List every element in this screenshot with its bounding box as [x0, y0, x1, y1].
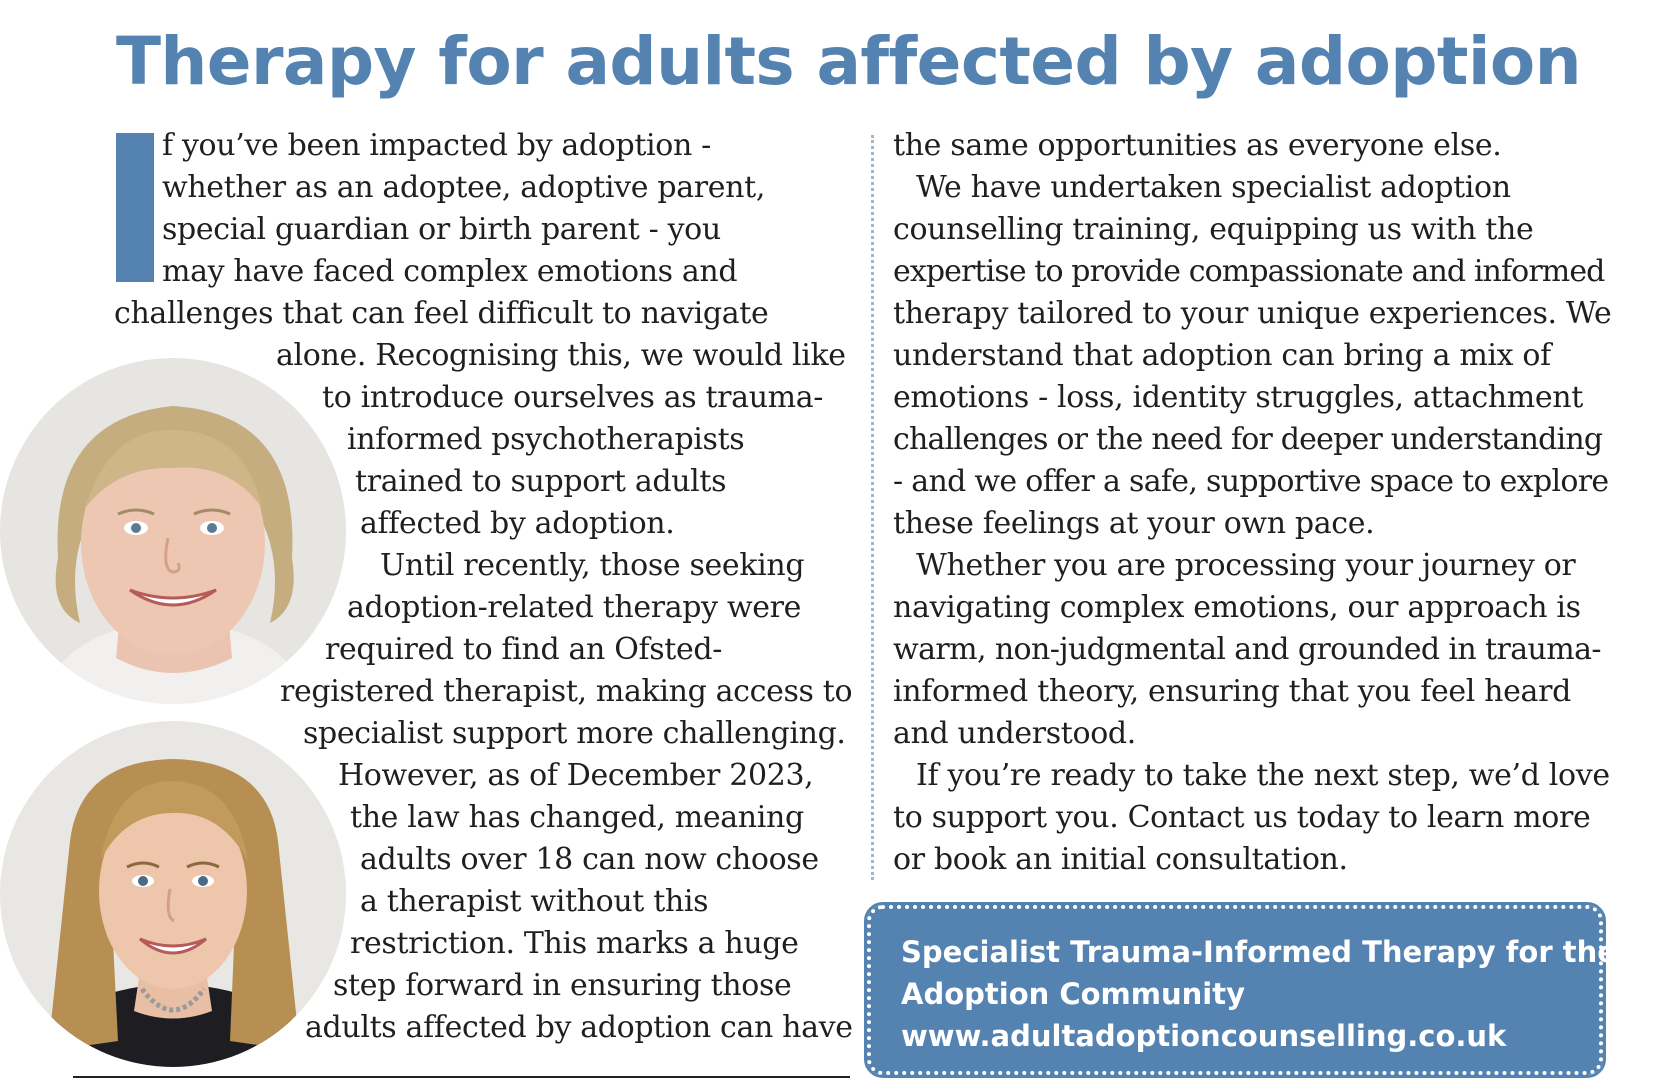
- body-text-line: trained to support adults: [355, 464, 727, 499]
- body-text-line: adults over 18 can now choose: [360, 842, 819, 877]
- callout-tagline-line-1: Specialist Trauma-Informed Therapy for the: [901, 935, 1617, 969]
- body-text-line: warm, non-judgmental and grounded in trauma-: [893, 632, 1601, 667]
- body-text-line: f you’ve been impacted by adoption -: [162, 128, 711, 163]
- body-text-line: required to find an Ofsted-: [325, 632, 723, 667]
- body-text-line: whether as an adoptee, adoptive parent,: [162, 170, 766, 205]
- body-text-line: counselling training, equipping us with the: [893, 212, 1534, 247]
- body-text-line: special guardian or birth parent - you: [162, 212, 721, 247]
- body-text-line: restriction. This marks a huge: [350, 926, 799, 961]
- portrait-illustration-1: [0, 358, 346, 704]
- body-text-line: We have undertaken specialist adoption: [916, 170, 1511, 205]
- body-text-line: Whether you are processing your journey or: [916, 548, 1576, 583]
- body-text-line: However, as of December 2023,: [338, 758, 814, 793]
- body-text-line: therapy tailored to your unique experiences. We: [893, 296, 1612, 331]
- body-text-line: adoption-related therapy were: [347, 590, 802, 625]
- drop-cap-bar: [116, 133, 154, 282]
- body-text-line: informed theory, ensuring that you feel heard: [893, 674, 1571, 709]
- body-text-line: expertise to provide compassionate and informed: [893, 254, 1605, 289]
- body-text-line: Until recently, those seeking: [380, 548, 805, 583]
- body-text-line: a therapist without this: [360, 884, 709, 919]
- body-text-line: understand that adoption can bring a mix of: [893, 338, 1551, 373]
- body-text-line: specialist support more challenging.: [303, 716, 846, 751]
- body-text-line: to support you. Contact us today to learn more: [893, 800, 1591, 835]
- body-text-line: these feelings at your own pace.: [893, 506, 1375, 541]
- bottom-rule: [73, 1076, 850, 1078]
- therapist-photo-2: [0, 721, 346, 1067]
- contact-callout-box: [867, 905, 1617, 1075]
- body-text-line: - and we offer a safe, supportive space to explore: [893, 464, 1609, 499]
- callout-tagline-line-2: Adoption Community: [901, 977, 1245, 1011]
- therapist-photo-1: [0, 358, 346, 704]
- body-text-line: informed psychotherapists: [347, 422, 745, 457]
- body-text-line: challenges that can feel difficult to navigate: [114, 296, 769, 331]
- body-text-line: navigating complex emotions, our approach is: [893, 590, 1581, 625]
- portrait-illustration-2: [0, 721, 346, 1067]
- body-text-line: the same opportunities as everyone else.: [893, 128, 1502, 163]
- website-link[interactable]: www.adultadoptioncounselling.co.uk: [901, 1019, 1507, 1053]
- body-text-line: challenges or the need for deeper understanding: [893, 422, 1603, 457]
- body-text-line: emotions - loss, identity struggles, attachment: [893, 380, 1583, 415]
- body-text-line: registered therapist, making access to: [280, 674, 853, 709]
- article-title: Therapy for adults affected by adoption: [116, 23, 1581, 100]
- body-text-line: affected by adoption.: [360, 506, 675, 541]
- body-text-line: or book an initial consultation.: [893, 842, 1348, 877]
- body-text-line: If you’re ready to take the next step, we’d love: [916, 758, 1610, 793]
- body-text-line: the law has changed, meaning: [350, 800, 804, 835]
- body-text-line: adults affected by adoption can have: [305, 1010, 853, 1045]
- body-text-line: may have faced complex emotions and: [162, 254, 738, 289]
- body-text-line: to introduce ourselves as trauma-: [322, 380, 824, 415]
- column-divider: [871, 135, 874, 880]
- body-text-line: alone. Recognising this, we would like: [276, 338, 846, 373]
- body-text-line: step forward in ensuring those: [333, 968, 792, 1003]
- body-text-line: and understood.: [893, 716, 1136, 751]
